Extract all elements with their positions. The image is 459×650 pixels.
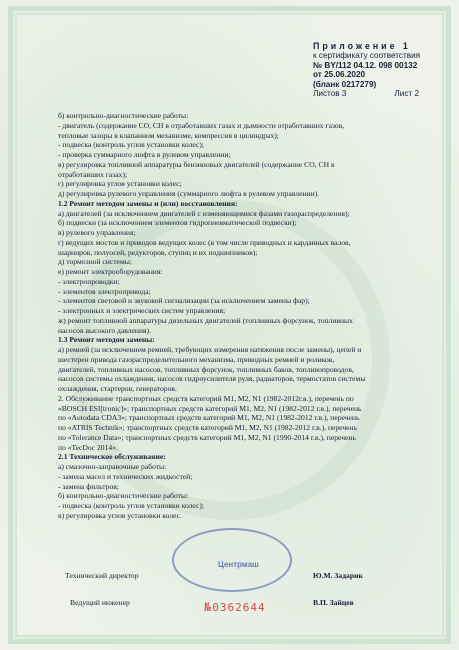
- body-line: б) контрольно-диагностические работы:: [58, 111, 189, 120]
- page-number: Лист 2: [394, 89, 419, 99]
- body-line: в) регулировка углов установки колес.: [58, 510, 182, 520]
- body-line: а) ремней (за исключением ремней, требующих измерения натяжения после замены), цепей и: [58, 345, 362, 354]
- section-heading: 2.1 Техническое обслуживание:: [58, 452, 166, 462]
- blank-serial: [204, 600, 266, 614]
- stamp-text: Центрмаш: [218, 560, 259, 569]
- body-line: г) ведущих мостов и приводов ведущих колес (в том числе приводных и карданных валов,: [58, 237, 351, 247]
- appendix-title: Приложение 1: [313, 41, 411, 51]
- engineer-name: В.П. Зайцев: [313, 598, 354, 607]
- body-line: - проверка суммарного люфта в рулевом управлении;: [58, 150, 231, 159]
- certificate-number: № BY/112 04.12. 098 00132: [313, 60, 418, 70]
- section-heading: 1.2 Ремонт методом замены и (или) восстановления:: [58, 198, 238, 208]
- serial-number: 0362644: [212, 601, 266, 614]
- body-line: - замена масел и технических жидкостей;: [58, 471, 193, 481]
- blank-number: (бланк 0217279): [313, 79, 377, 89]
- body-line: по «ATRIS Technik»; транспортных средств категорий М1, М2, N1 (1982-2012 г.в.), перечень: [58, 423, 358, 432]
- body-line: двигателей, топливных насосов, топливных форсунок, топливных баков, топливопроводов,: [58, 364, 354, 374]
- sheet-info: [313, 89, 419, 98]
- body-line: - двигатель (содержание СО, СН в отработавших газах и дымности отработавших газов,: [58, 120, 345, 130]
- body-line: отработавших газах);: [58, 169, 128, 179]
- body-line: - подвеска (контроль углов установки колес);: [58, 140, 204, 150]
- body-line: по «Tolerance Data»; транспортных средств категорий М1, М2, N1 (1990-2014 г.в.), перечень: [58, 432, 356, 442]
- body-line: охлаждения, стартеров, генераторов.: [58, 384, 177, 393]
- body-line: - электронных и электрических систем управления;: [58, 306, 226, 315]
- body-line: насосов системы охлаждения, насосов гидроусилителя руля, радиаторов, термостатов системы: [58, 374, 366, 384]
- director-name: Ю.М. Задарик: [313, 571, 363, 580]
- body-line: г) регулировка углов установки колес;: [58, 179, 182, 189]
- body-line: в) регулировка топливной аппаратуры бензиновых двигателей (содержание СО, СН в: [58, 159, 335, 169]
- body-line: ж) ремонт топливной аппаратуры дизельных двигателей (топливных форсунок, топливных: [58, 315, 353, 325]
- body-line: - электропроводки;: [58, 276, 120, 286]
- body-line: - подвеска (контроль углов установки колес);: [58, 501, 204, 510]
- body-line: шестерен привода газораспределительного механизма, приводных ремней и роликов,: [58, 354, 335, 364]
- body-line: «BOSCH ESI[tronic]»; транспортных средств категорий М1, М2, N1 (1982-2012 г.в.), перечень: [58, 403, 362, 413]
- body-line: - замена фильтров;: [58, 481, 119, 491]
- body-line: б) контрольно-диагностические работы:: [58, 491, 189, 501]
- body-line: д) регулировка рулевого управления (суммарного люфта в рулевом управлении).: [58, 189, 320, 198]
- body-line: насосов высокого давления).: [58, 325, 151, 335]
- section-heading: 1.3 Ремонт методом замены:: [58, 335, 155, 345]
- body-line: д) тормозной системы;: [58, 257, 132, 267]
- sheet-count: Листов 3: [313, 89, 347, 99]
- body-line: - элементов световой и звуковой сигнализации (за исключением замены фар);: [58, 296, 310, 306]
- engineer-title: Ведущий инженер: [70, 598, 130, 607]
- body-line: б) подвески (за исключением элементов гидропневматической подвески);: [58, 218, 297, 228]
- body-line: тепловые зазоры в клапанном механизме, компрессия в цилиндрах);: [58, 130, 279, 140]
- certificate-date: от 25.06.2020: [313, 70, 366, 80]
- body-line: - элементов электропривода;: [58, 286, 151, 296]
- body-line: шарниров, полуосей, редукторов, ступиц и их подшипников);: [58, 247, 258, 257]
- director-title: Технический директор: [65, 571, 139, 580]
- document-body: [58, 111, 433, 521]
- appendix-header: [313, 42, 453, 98]
- body-line: по «TecDoc 2014».: [58, 442, 118, 452]
- body-line: по «Autodata CDA3»; транспортных средств категорий М1, М2, N1 (1982-2012 г.в.), перечень: [58, 413, 360, 423]
- body-line: а) смазочно-заправочные работы:: [58, 462, 167, 471]
- certificate-ref: к сертификату соответствия: [313, 51, 421, 61]
- body-line: а) двигателей (за исключением двигателей с изменяющимися фазами газораспределения);: [58, 208, 350, 218]
- body-line: в) рулевого управления;: [58, 228, 136, 237]
- body-line: 2. Обслуживание транспортных средств категорий М1, М2, N1 (1982-2012г.в.), перечень по: [58, 393, 354, 403]
- serial-prefix: №: [204, 600, 213, 614]
- body-line: е) ремонт электрооборудования:: [58, 267, 163, 276]
